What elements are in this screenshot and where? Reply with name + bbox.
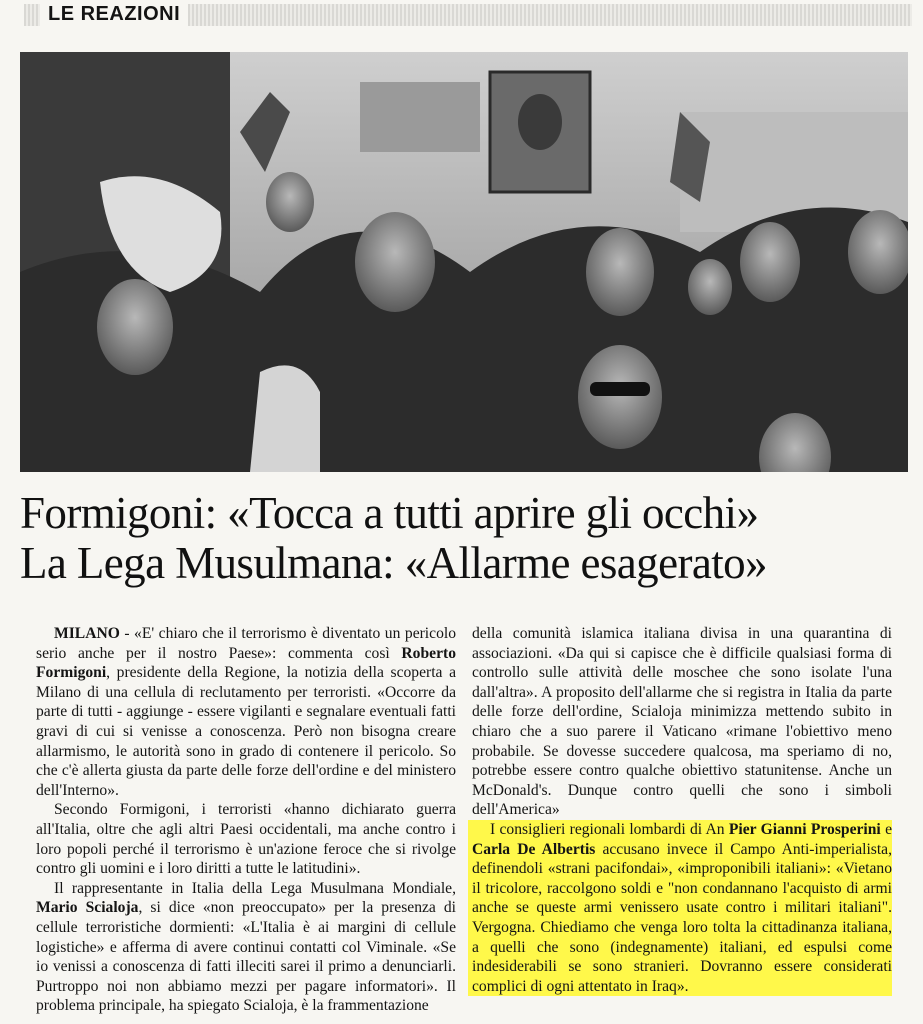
article-body bbox=[36, 624, 908, 1020]
person-name: Mario Scialoja bbox=[36, 899, 139, 917]
paragraph-4-highlighted: I consiglieri regionali lombardi di An Pier Gianni Prosperini e Carla De Albertis accusano invece il Campo Anti-imperialista, definendoli «strani pacifondai», «improponibili italiani»: «Vietano il tricolore, raccolgono soldi e "non condannano l'acquisto di armi anche se queste armi venissero usate contro i militari italiani". Vergogna. Chiediamo che venga loro tolta la cittadinanza italiana, a quelli che sono (indegnamente) italiani, ed espulsi come indesiderabili se sono stranieri. Dovranno essere considerati complici di ogni attentato in Iraq». bbox=[468, 820, 892, 996]
person-name: Carla De Albertis bbox=[472, 840, 596, 858]
dateline: MILANO bbox=[54, 625, 120, 642]
headline bbox=[20, 488, 908, 588]
paragraph-1: MILANO - «E' chiaro che il terrorismo è diventato un pericolo serio anche per il nostro Paese»: commenta così Roberto Formigoni, presidente della Regione, la notizia della scoperta a Milano di una cellula di reclutamento per terroristi. «Occorre da parte di tutti - aggiunge - essere vigilanti e segnalare eventuali fatti gravi di cui si venisse a conoscenza. Però non bisogna creare allarmismo, le autorità sono in grado di contenere il pericolo. So che c'è allerta giusta da parte delle forze dell'ordine e del ministero dell'Interno». bbox=[36, 625, 456, 799]
article-column-left bbox=[36, 624, 456, 1016]
person-name: Roberto Formigoni bbox=[36, 644, 456, 682]
paragraph-3-continued: della comunità islamica italiana divisa in una quarantina di associazioni. «Da qui si capisce che è difficile qualsiasi forma di controllo sulle attività delle moschee che sono isolate l'una dall'altra». A proposito dell'allarme che si registra in Italia da parte delle forze dell'ordine, Scialoja minimizza mettendo subito in chiaro che a suo parere il Vaticano «rimane l'obiettivo meno probabile. Se dovesse succedere qualcosa, ma speriamo di no, potrebbe essere contro qualche obiettivo statunitense. Anche un McDonald's. Dunque contro quelli che sono i simboli dell'America» bbox=[472, 625, 892, 819]
paragraph-3: Il rappresentante in Italia della Lega Musulmana Mondiale, Mario Scialoja, si dice «non preoccupato» per la presenza di cellule terroristiche dormienti: «L'Italia è ai margini di cellule logistiche» e afferma di avere continui contatti col Viminale. «Se io venissi a conoscenza di fatti illeciti sarei il primo a denunciarli. Purtroppo noi non abbiamo mezzi per pagare informatori». Il problema principale, ha spiegato Scialoja, è la frammentazione bbox=[36, 879, 456, 1015]
headline-line-1: Formigoni: «Tocca a tutti aprire gli occhi» bbox=[20, 488, 759, 538]
crowd-photo bbox=[20, 52, 908, 472]
article-column-right bbox=[472, 624, 892, 996]
person-name: Pier Gianni Prosperini bbox=[728, 820, 881, 838]
section-label: LE REAZIONI bbox=[40, 2, 188, 26]
paragraph-2: Secondo Formigoni, i terroristi «hanno dichiarato guerra all'Italia, oltre che agli altri Paesi occidentali, ma anche contro i loro popoli perché il terrorismo è un'azione feroce che si rivolge contro gli uomini e i loro diritti a tutte le latitudini». bbox=[36, 801, 456, 878]
headline-line-2: La Lega Musulmana: «Allarme esagerato» bbox=[20, 538, 767, 588]
